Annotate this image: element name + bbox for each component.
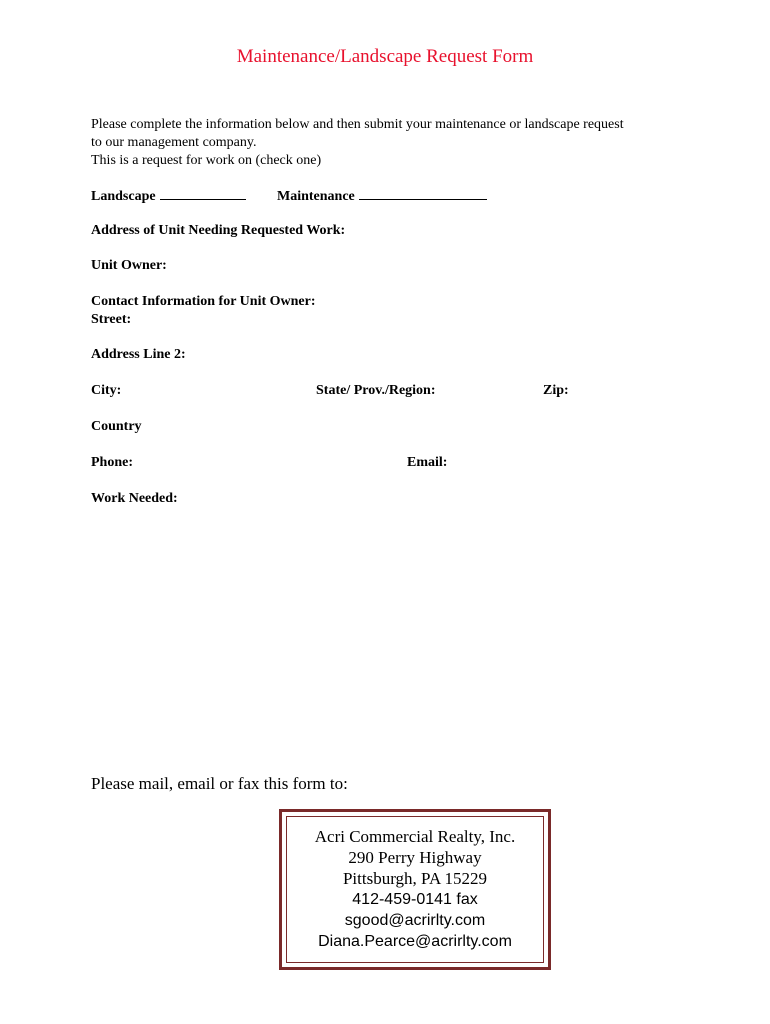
zip-label: Zip: — [543, 383, 569, 398]
contact-email-2[interactable]: Diana.Pearce@acrirlty.com — [318, 933, 512, 950]
intro-line: This is a request for work on (check one) — [91, 153, 322, 168]
contact-label: Contact Information for Unit Owner: — [91, 294, 316, 309]
email-label: Email: — [407, 455, 448, 470]
landscape-option[interactable] — [91, 187, 246, 205]
address2-label: Address Line 2: — [91, 347, 186, 362]
unit-owner-label: Unit Owner: — [91, 258, 167, 273]
landscape-label: Landscape — [91, 189, 156, 204]
maintenance-label: Maintenance — [277, 189, 355, 204]
city-label: City: — [91, 383, 122, 398]
intro-line: to our management company. — [91, 135, 257, 150]
mailing-address — [282, 826, 548, 952]
maintenance-check-line[interactable] — [359, 187, 487, 200]
contact-email-1[interactable]: sgood@acrirlty.com — [344, 912, 486, 929]
address-label: Address of Unit Needing Requested Work: — [91, 223, 346, 238]
street-label: Street: — [91, 312, 132, 327]
mailing-address-box — [279, 809, 551, 970]
fax-number: 412-459-0141 fax — [352, 891, 478, 908]
mail-instruction: Please mail, email or fax this form to: — [91, 774, 348, 793]
street-address: 290 Perry Highway — [348, 848, 482, 867]
country-label: Country — [91, 419, 142, 434]
landscape-check-line[interactable] — [160, 187, 246, 200]
work-needed-label: Work Needed: — [91, 491, 178, 506]
intro-line: Please complete the information below and then submit your maintenance or landscape request — [91, 117, 624, 132]
company-name: Acri Commercial Realty, Inc. — [314, 827, 516, 846]
form-title: Maintenance/Landscape Request Form — [236, 46, 534, 67]
maintenance-option[interactable] — [277, 187, 487, 205]
state-label: State/ Prov./Region: — [316, 383, 436, 398]
phone-label: Phone: — [91, 455, 133, 470]
city-state-zip: Pittsburgh, PA 15229 — [342, 869, 488, 888]
intro-text — [91, 116, 691, 170]
